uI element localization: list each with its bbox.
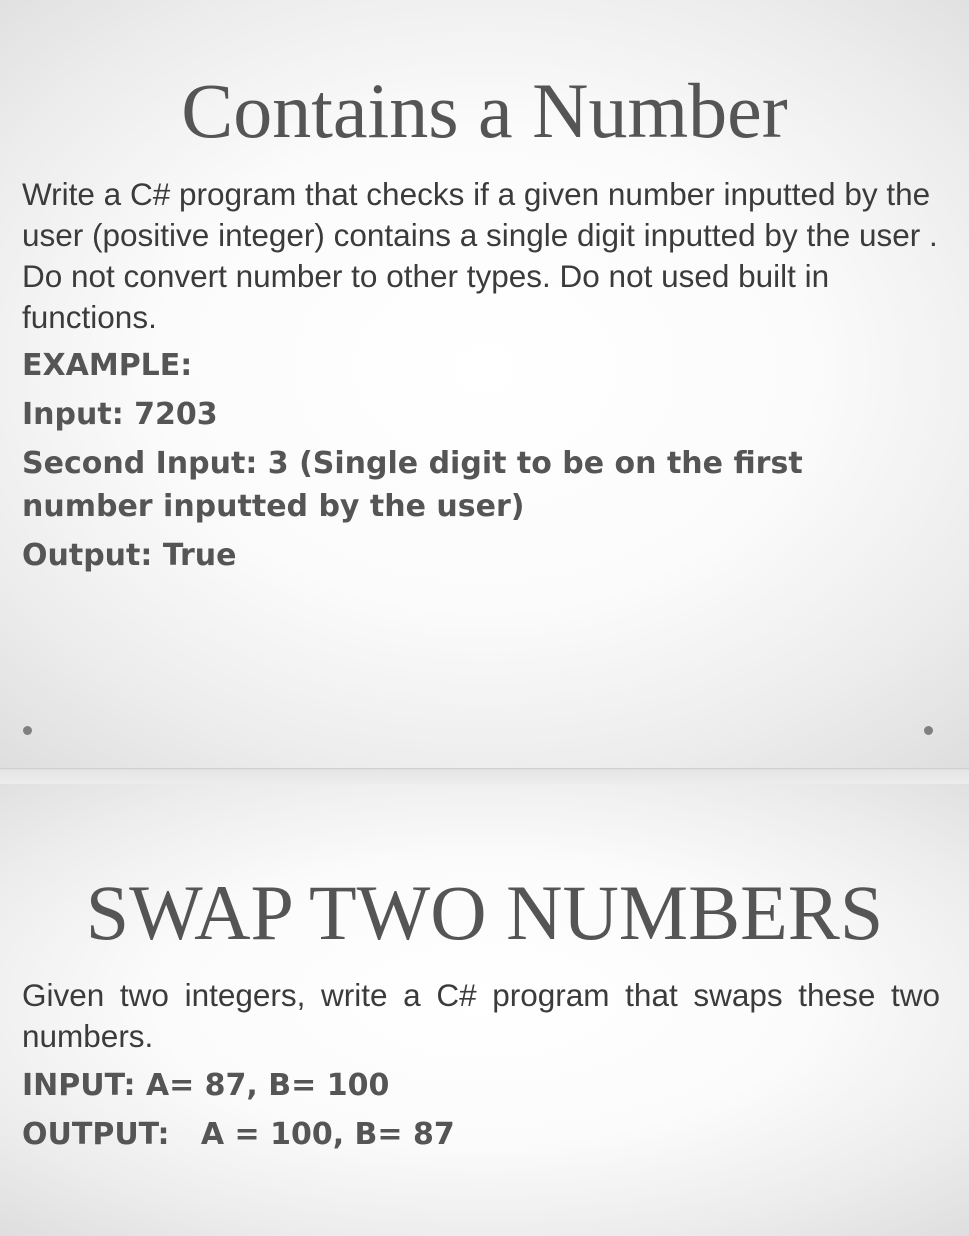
problem-description: Write a C# program that checks if a given number inputted by the user (positive integer) contains a single digit inputted by the user . Do not convert number to other types. Do not used built in functions. bbox=[22, 176, 938, 335]
example-output: Output: True bbox=[22, 538, 237, 573]
slide-swap-two-numbers bbox=[0, 784, 969, 1236]
problem-description: Given two integers, write a C# program that swaps these two numbers. bbox=[22, 977, 940, 1054]
example-second-input: Second Input: 3 (Single digit to be on the first number inputted by the user) bbox=[22, 446, 803, 524]
bullet-dot-right bbox=[924, 726, 933, 735]
example-output: OUTPUT: A = 100, B= 87 bbox=[22, 1117, 455, 1152]
example-input: Input: 7203 bbox=[22, 397, 218, 432]
slide-title: SWAP TWO NUMBERS bbox=[85, 869, 884, 956]
slide-body bbox=[22, 975, 940, 1162]
example-heading: EXAMPLE: bbox=[22, 348, 193, 383]
slide-separator bbox=[0, 768, 969, 784]
slide-body bbox=[22, 174, 940, 583]
bullet-dot-left bbox=[23, 726, 32, 735]
slide-title: Contains a Number bbox=[181, 67, 788, 154]
example-input: INPUT: A= 87, B= 100 bbox=[22, 1068, 390, 1103]
